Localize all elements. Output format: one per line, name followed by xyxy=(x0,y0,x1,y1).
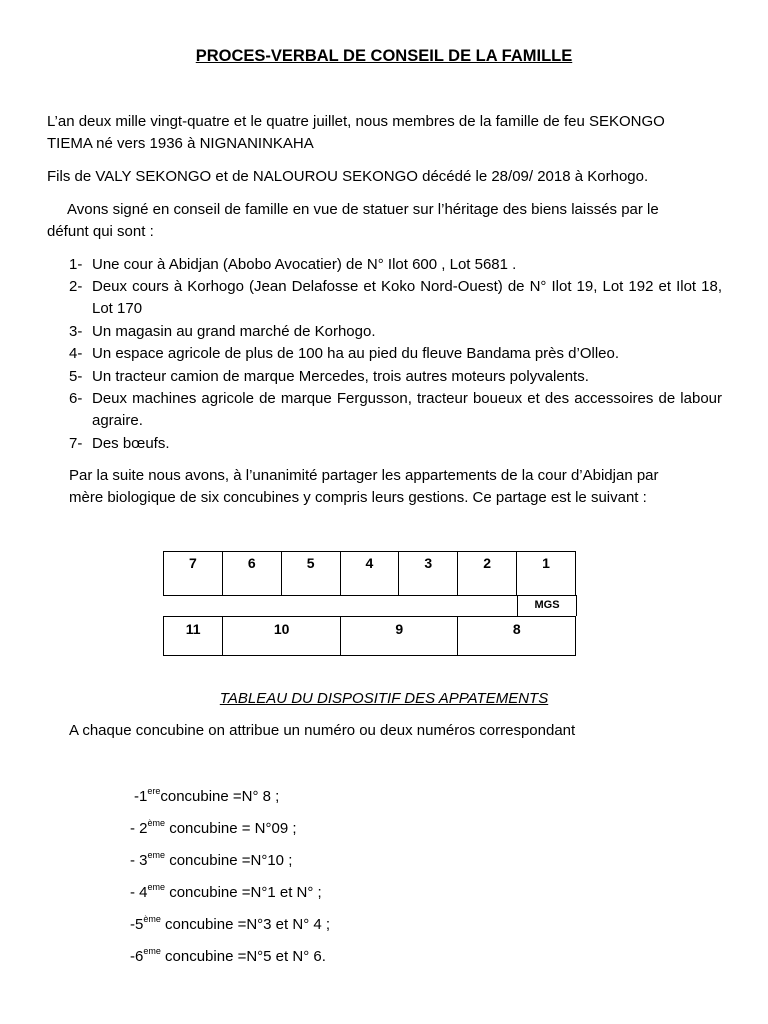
list-item: - 4eme concubine =N°1 et N° ; xyxy=(130,882,322,901)
list-item: Deux cours à Korhogo (Jean Delafosse et Koko Nord-Ouest) de N° Ilot 19, Lot 192 et Ilot 18, Lot 170 xyxy=(92,278,722,317)
intro-line-1: L’an deux mille vingt-quatre et le quatre juillet, nous membres de la famille de feu SEKONGO xyxy=(47,113,665,130)
apartments-top-table xyxy=(163,551,576,596)
document-title: PROCES-VERBAL DE CONSEIL DE LA FAMILLE xyxy=(195,47,573,65)
list-item-number: 6- xyxy=(69,390,83,407)
list-item: Un tracteur camion de marque Mercedes, trois autres moteurs polyvalents. xyxy=(92,368,589,385)
intro-line-5: défunt qui sont : xyxy=(47,223,154,240)
apartment-cell: 5 xyxy=(281,552,340,596)
list-item: Un magasin au grand marché de Korhogo. xyxy=(92,323,376,340)
apartment-cell: 4 xyxy=(340,552,399,596)
list-item: - 3eme concubine =N°10 ; xyxy=(130,850,293,869)
apartment-cell: 3 xyxy=(399,552,458,596)
partition-line-1: Par la suite nous avons, à l’unanimité partager les appartements de la cour d’Abidjan par xyxy=(69,467,659,484)
list-item: - 2ème concubine = N°09 ; xyxy=(130,818,297,837)
list-item: Des bœufs. xyxy=(92,435,170,452)
table-caption: TABLEAU DU DISPOSITIF DES APPATEMENTS xyxy=(219,690,549,707)
list-item: Deux machines agricole de marque Fergusson, tracteur boueux et des accessoires de labour agraire. xyxy=(92,390,722,429)
apartment-cell: 9 xyxy=(340,617,457,656)
apartment-cell: 11 xyxy=(164,617,223,656)
list-item-number: 4- xyxy=(69,345,83,362)
partition-line-2: mère biologique de six concubines y compris leurs gestions. Ce partage est le suivant : xyxy=(69,489,647,506)
intro-line-4: Avons signé en conseil de famille en vue de statuer sur l’héritage des biens laissés par le xyxy=(67,201,659,218)
list-item-number: 5- xyxy=(69,368,83,385)
list-item: Un espace agricole de plus de 100 ha au pied du fleuve Bandama près d’Olleo. xyxy=(92,345,620,362)
list-item: -6eme concubine =N°5 et N° 6. xyxy=(130,946,326,965)
apartment-cell: 8 xyxy=(458,617,576,656)
apartment-cell: 2 xyxy=(458,552,517,596)
apartment-cell: 6 xyxy=(222,552,281,596)
intro-line-2: TIEMA né vers 1936 à NIGNANINKAHA xyxy=(47,135,314,152)
list-item-number: 7- xyxy=(69,435,83,452)
apartments-bottom-table xyxy=(163,616,576,656)
mgs-label: MGS xyxy=(517,595,577,616)
list-item: Une cour à Abidjan (Abobo Avocatier) de N° Ilot 600 , Lot 5681 . xyxy=(92,256,517,273)
list-item: -5ème concubine =N°3 et N° 4 ; xyxy=(130,914,331,933)
list-item: -1ereconcubine =N° 8 ; xyxy=(134,786,280,805)
list-item-number: 2- xyxy=(69,278,83,295)
intro-line-3: Fils de VALY SEKONGO et de NALOUROU SEKONGO décédé le 28/09/ 2018 à Korhogo. xyxy=(47,168,649,185)
apartment-cell: 10 xyxy=(223,617,341,656)
apartment-cell: 1 xyxy=(517,552,576,596)
list-item-number: 1- xyxy=(69,256,83,273)
apartment-cell: 7 xyxy=(164,552,223,596)
list-item-number: 3- xyxy=(69,323,83,340)
assignment-intro: A chaque concubine on attribue un numéro ou deux numéros correspondant xyxy=(69,722,576,739)
